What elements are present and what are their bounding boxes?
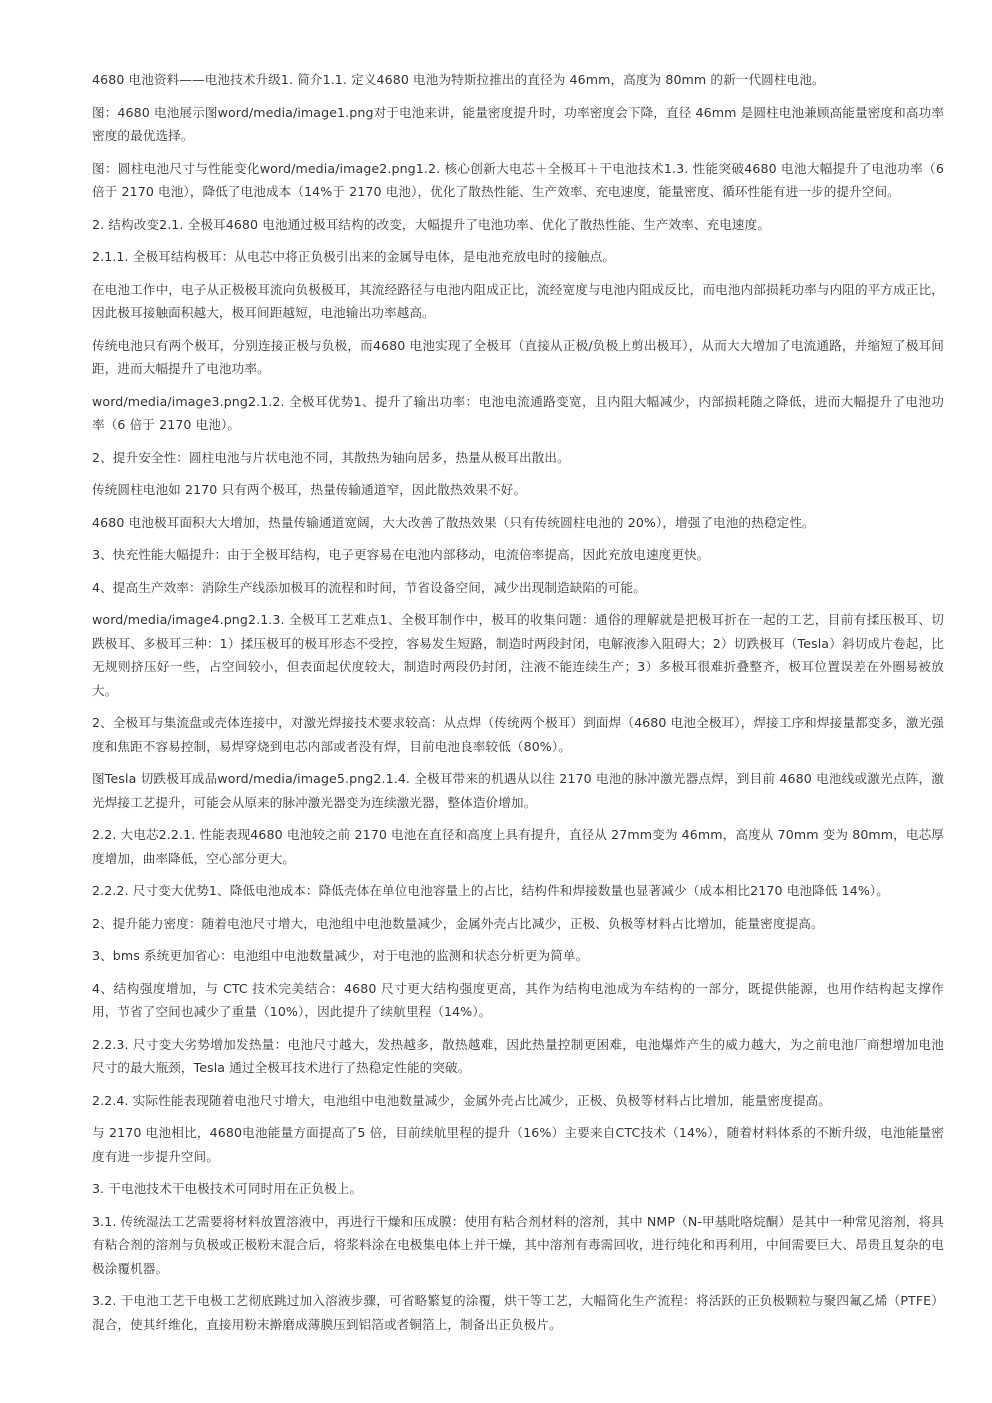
paragraph: 在电池工作中，电子从正极极耳流向负极极耳，其流经路径与电池内阻成正比，流经宽度与电池内阻成反比，而电池内部损耗功率与内阻的平方成正比，因此极耳接触面积越大，极耳间距越短，电池输出功率越高。 [92,281,944,320]
paragraph: 传统电池只有两个极耳，分别连接正极与负极，而4680 电池实现了全极耳（直接从正极/负极上剪出极耳），从而大大增加了电流通路，并缩短了极耳间距，进而大幅提升了电池功率。 [92,337,944,376]
paragraph: 2.2.4. 实际性能表现随着电池尺寸增大，电池组中电池数量减少，金属外壳占比减少，正极、负极等材料占比增加，能量密度提高。 [92,1092,831,1108]
paragraph: 2、提升能力密度：随着电池尺寸增大，电池组中电池数量减少，金属外壳占比减少，正极、负极等材料占比增加，能量密度提高。 [92,915,824,931]
paragraph: word/media/image4.png2.1.3. 全极耳工艺难点1、全极耳制作中，极耳的收集问题：通俗的理解就是把极耳折在一起的工艺，目前有揉压极耳、切跌极耳、多极耳三种：1）揉压极耳的极耳形态不受控，容易发生短路，制造时两段封闭，电解液渗入阻碍大；2）切跌极耳（Tesla）斜切成片卷起，比无规则挤压好一些，占空间较小，但表面起伏度较大，制造时两段仍封闭，注液不能连续生产；3）多极耳很难折叠整齐，极耳位置误差在外圈易被放大。 [92,612,944,698]
paragraph: 图：4680 电池展示图word/media/image1.png对于电池来讲，能量密度提升时，功率密度会下降，直径 46mm 是圆柱电池兼顾高能量密度和高功率密度的最优选择。 [92,104,944,143]
paragraph: 2.1.1. 全极耳结构极耳：从电芯中将正负极引出来的金属导电体，是电池充放电时的接触点。 [92,249,616,264]
paragraph: 3.1. 传统湿法工艺需要将材料放置溶液中，再进行干燥和压成膜：使用有粘合剂材料的溶剂，其中 NMP（N-甲基吡咯烷酮）是其中一种常见溶剂，将具有粘合剂的溶剂与负极或正极粉末混合后，将浆料涂在电极集电体上并干燥，其中溶剂有毒需回收，进行纯化和再利用，中间需要巨大、昂贵且复杂的电极涂覆机器。 [92,1213,944,1276]
paragraph: 2.2.3. 尺寸变大劣势增加发热量：电池尺寸越大，发热越多，散热越难，因此热量控制更困难，电池爆炸产生的威力越大，为之前电池厂商想增加电池尺寸的最大瓶颈，Tesla 通过全极耳技术进行了热稳定性能的突破。 [92,1036,944,1075]
paragraph: 3.2. 干电池工艺干电极工艺彻底跳过加入溶液步骤，可省略繁复的涂覆，烘干等工艺，大幅简化生产流程：将活跃的正负极颗粒与聚四氟乙烯（PTFE）混合，使其纤维化，直接用粉末擀磨成薄膜压到铝箔或者铜箔上，制备出正负极片。 [92,1293,944,1332]
paragraph: 3、bms 系统更加省心：电池组中电池数量减少，对于电池的监测和状态分析更为简单。 [92,948,589,963]
paragraph: word/media/image3.png2.1.2. 全极耳优势1、提升了输出功率：电池电流通路变宽，且内阻大幅减少，内部损耗随之降低，进而大幅提升了电池功率（6 倍于 2170 电池）。 [92,393,944,432]
paragraph: 图：圆柱电池尺寸与性能变化word/media/image2.png1.2. 核心创新大电芯＋全极耳＋干电池技术1.3. 性能突破4680 电池大幅提升了电池功率（6 倍于 2170 电池），降低了电池成本（14%于 2170 电池），优化了散热性能、生产效率、充电速度，能量密度、循环性能有进一步的提升空间。 [92,160,944,199]
paragraph: 2.2. 大电芯2.2.1. 性能表现4680 电池较之前 2170 电池在直径和高度上具有提升，直径从 27mm变为 46mm，高度从 70mm 变为 80mm，电芯厚度增加，曲率降低，空心部分更大。 [92,827,944,866]
paragraph: 4、提高生产效率：消除生产线添加极耳的流程和时间，节省设备空间，减少出现制造缺陷的可能。 [92,579,646,595]
paragraph: 4680 电池资料——电池技术升级1. 简介1.1. 定义4680 电池为特斯拉推出的直径为 46mm，高度为 80mm 的新一代圆柱电池。 [92,72,825,87]
paragraph: 图Tesla 切跌极耳成品word/media/image5.png2.1.4. 全极耳带来的机遇从以往 2170 电池的脉冲激光器点焊，到目前 4680 电池线或激光点阵，激光焊接工艺提升，可能会从原来的脉冲激光器变为连续激光器，整体造价增加。 [92,771,944,810]
paragraph: 2、提升安全性：圆柱电池与片状电池不同，其散热为轴向居多，热量从极耳出散出。 [92,449,570,465]
paragraph: 3、快充性能大幅提升：由于全极耳结构，电子更容易在电池内部移动，电流倍率提高，因此充放电速度更快。 [92,547,710,562]
document-page [92,68,944,1345]
paragraph: 与 2170 电池相比，4680电池能量方面提高了5 倍，目前续航里程的提升（16%）主要来自CTC技术（14%），随着材料体系的不断升级，电池能量密度有进一步提升空间。 [92,1125,944,1164]
paragraph: 2. 结构改变2.1. 全极耳4680 电池通过极耳结构的改变，大幅提升了电池功率、优化了散热性能、生产效率、充电速度。 [92,216,771,232]
paragraph: 4、结构强度增加，与 CTC 技术完美结合：4680 尺寸更大结构强度更高，其作为结构电池成为车结构的一部分，既提供能源，也用作结构起支撑作用，节省了空间也减少了重量（10%），因此提升了续航里程（14%）。 [92,980,944,1019]
paragraph: 传统圆柱电池如 2170 只有两个极耳，热量传输通道窄，因此散热效果不好。 [92,482,527,497]
paragraph: 2.2.2. 尺寸变大优势1、降低电池成本：降低壳体在单位电池容量上的占比，结构件和焊接数量也显著减少（成本相比2170 电池降低 14%）。 [92,883,889,898]
paragraph: 3. 干电池技术干电极技术可同时用在正负极上。 [92,1181,363,1196]
paragraph: 4680 电池极耳面积大大增加，热量传输通道宽阔，大大改善了散热效果（只有传统圆柱电池的 20%），增强了电池的热稳定性。 [92,514,815,530]
paragraph: 2、全极耳与集流盘或壳体连接中，对激光焊接技术要求较高：从点焊（传统两个极耳）到面焊（4680 电池全极耳），焊接工序和焊接量都变多，激光强度和焦距不容易控制，易焊穿烧到电芯内部或者没有焊，目前电池良率较低（80%）。 [92,715,944,754]
